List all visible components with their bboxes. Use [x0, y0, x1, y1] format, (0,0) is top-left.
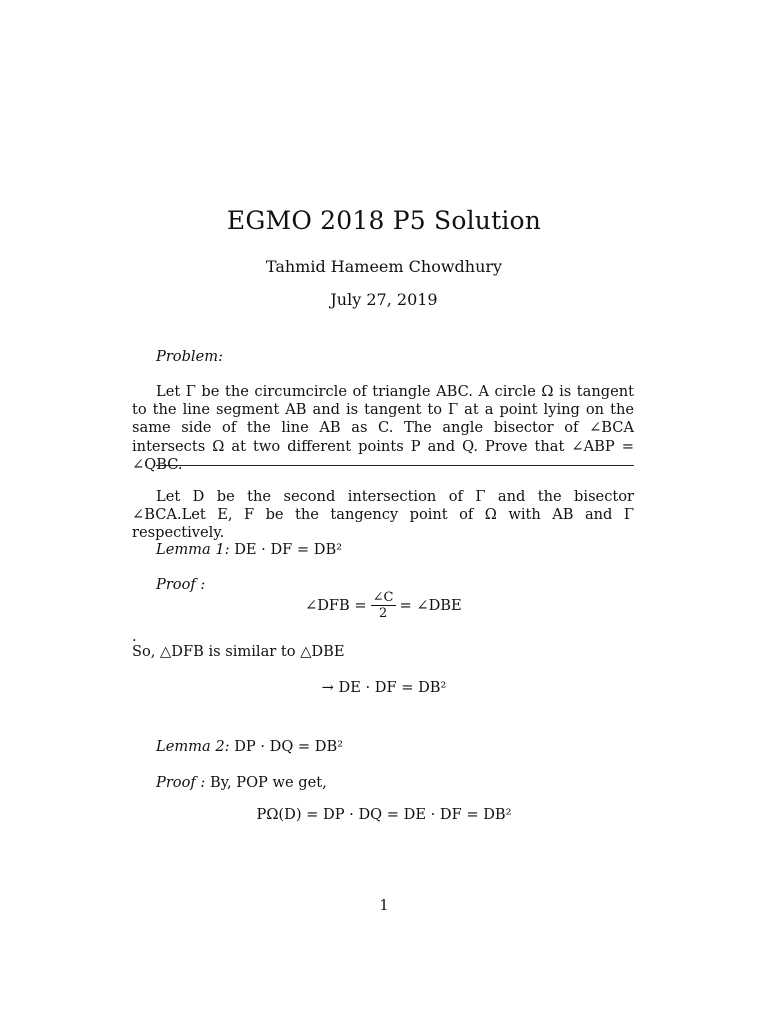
conclusion-equation: → DE · DF = DB²: [321, 679, 447, 696]
lemma-1-statement: DE · DF = DB²: [234, 541, 343, 558]
proof-2: [156, 774, 327, 791]
lemma-1-label: Lemma 1:: [156, 541, 230, 558]
author: Tahmid Hameem Chowdhury: [265, 257, 503, 276]
date: July 27, 2019: [330, 290, 438, 309]
page-number: 1: [379, 897, 389, 914]
period-mark: .: [132, 628, 137, 645]
horizontal-rule: [156, 465, 634, 466]
fraction-denominator: 2: [378, 606, 388, 621]
lemma-2: [156, 738, 343, 755]
angle-equation: [305, 590, 462, 621]
intro-paragraph: Let D be the second intersection of Γ and the bisector ∠BCA.Let E, F be the tangency point of Ω with AB and Γ respectively.: [132, 488, 634, 542]
lemma-2-statement: DP · DQ = DB²: [234, 738, 344, 755]
proof-2-label: Proof :: [156, 774, 206, 791]
problem-text: Let Γ be the circumcircle of triangle ABC. A circle Ω is tangent to the line segment AB and is tangent to Γ at a point lying on the same side of the line AB as C. The angle bisector of ∠BCA intersects Ω at two different points P and Q. Prove that ∠ABP = ∠QBC.: [132, 383, 634, 473]
angle-equation-right: = ∠DBE: [399, 597, 462, 614]
proof-1-label: Proof :: [156, 576, 206, 593]
page-title: EGMO 2018 P5 Solution: [226, 206, 542, 235]
lemma-2-label: Lemma 2:: [156, 738, 230, 755]
lemma-1: [156, 541, 342, 558]
similarity-statement: So, △DFB is similar to △DBE: [132, 643, 345, 660]
fraction: [371, 590, 396, 621]
angle-equation-left: ∠DFB =: [305, 597, 367, 614]
fraction-numerator: ∠C: [372, 590, 394, 605]
proof-2-text: By, POP we get,: [209, 774, 327, 791]
problem-label: Problem:: [156, 348, 223, 365]
power-of-point-equation: PΩ(D) = DP · DQ = DE · DF = DB²: [256, 806, 512, 823]
